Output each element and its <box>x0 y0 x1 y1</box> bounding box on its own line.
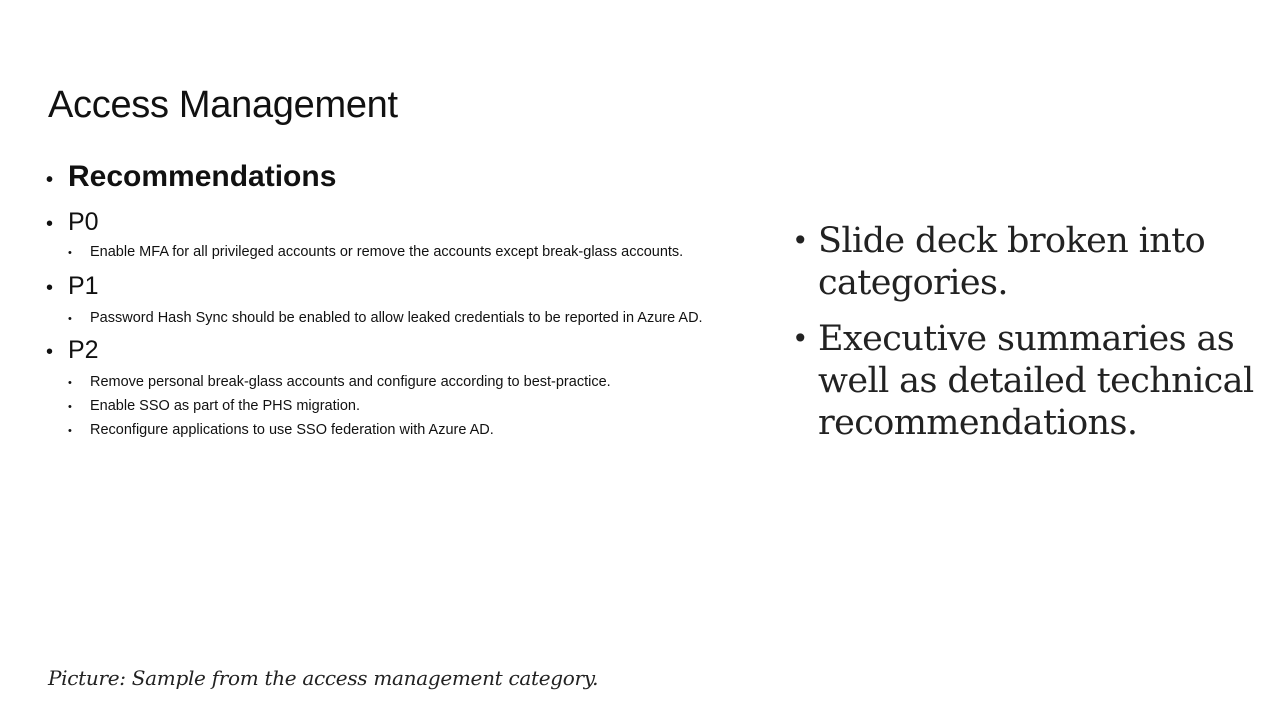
item-text: Remove personal break-glass accounts and configure according to best-practice. <box>90 374 611 390</box>
recommendations-label: Recommendations <box>68 160 337 193</box>
list-item <box>68 398 360 414</box>
bullet-icon: • <box>46 341 54 363</box>
list-item <box>68 244 683 260</box>
main-bullet-text: Executive summaries as well as detailed technical recommendations. <box>818 319 1254 443</box>
main-bullet <box>792 220 1272 304</box>
bullet-icon: • <box>68 425 72 437</box>
list-item <box>68 310 703 326</box>
bullet-icon: • <box>46 213 54 235</box>
bullet-icon: • <box>792 224 808 257</box>
priority-p1 <box>46 272 99 301</box>
sample-title: Access Management <box>48 84 398 126</box>
priority-p0 <box>46 208 99 237</box>
bullet-icon: • <box>46 169 54 191</box>
bullet-icon: • <box>68 247 72 259</box>
priority-label: P0 <box>68 208 99 236</box>
bullet-icon: • <box>792 322 808 355</box>
recommendations-heading <box>46 160 336 194</box>
picture-caption: Picture: Sample from the access management category. <box>48 666 599 690</box>
bullet-icon: • <box>68 313 72 325</box>
item-text: Reconfigure applications to use SSO federation with Azure AD. <box>90 422 494 438</box>
bullet-icon: • <box>68 377 72 389</box>
priority-p2 <box>46 336 99 365</box>
priority-label: P2 <box>68 336 99 364</box>
list-item <box>68 422 494 438</box>
sample-picture <box>0 60 790 480</box>
list-item <box>68 374 611 390</box>
item-text: Enable SSO as part of the PHS migration. <box>90 398 360 414</box>
main-bullet-list <box>792 220 1272 458</box>
priority-label: P1 <box>68 272 99 300</box>
main-bullet-text: Slide deck broken into categories. <box>818 221 1206 303</box>
bullet-icon: • <box>68 401 72 413</box>
item-text: Password Hash Sync should be enabled to allow leaked credentials to be reported in Azure AD. <box>90 310 703 326</box>
item-text: Enable MFA for all privileged accounts or remove the accounts except break-glass accounts. <box>90 244 684 260</box>
main-bullet <box>792 318 1272 444</box>
bullet-icon: • <box>46 277 54 299</box>
